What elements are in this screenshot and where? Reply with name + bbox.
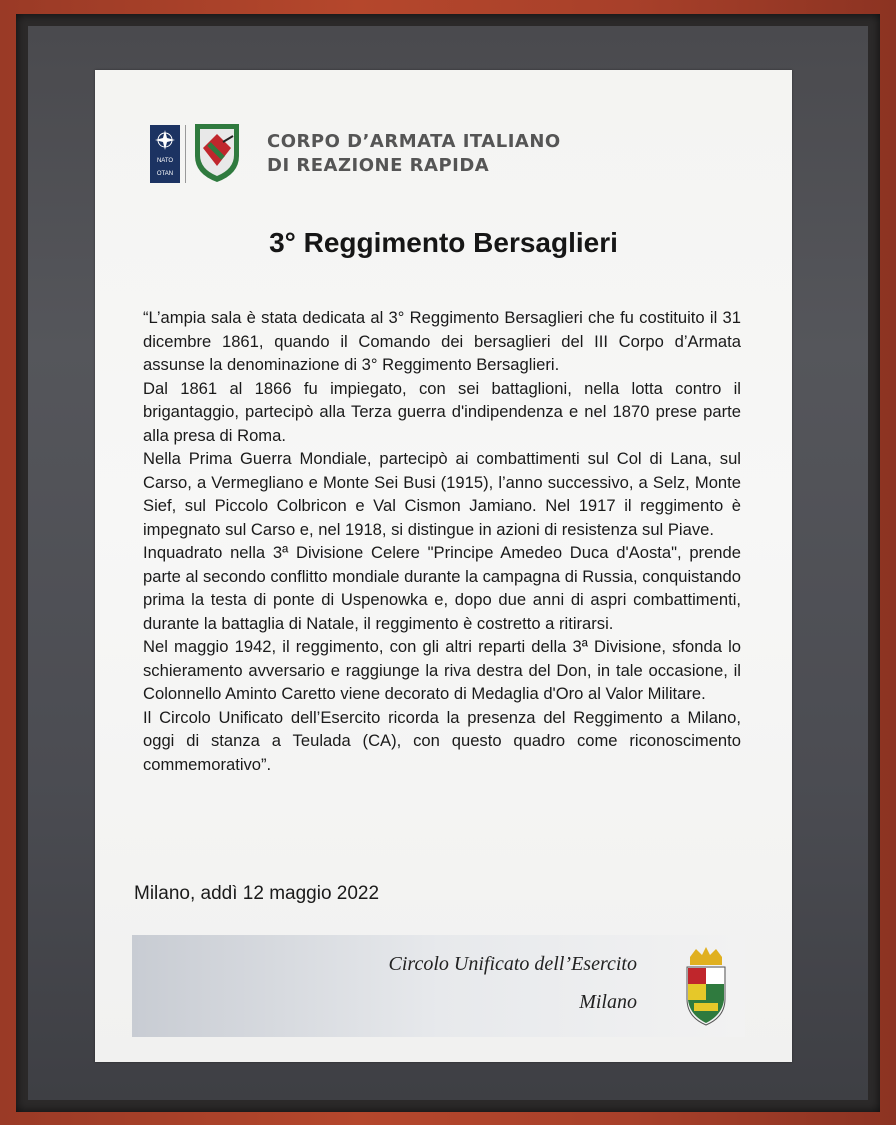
nato-star-icon	[154, 129, 176, 151]
corps-heading-line2: DI REAZIONE RAPIDA	[267, 155, 490, 176]
nato-otan-logo	[150, 125, 180, 183]
circolo-signature: Circolo Unificato dell’Esercito	[388, 953, 637, 975]
corps-heading-line1: CORPO D’ARMATA ITALIANO	[267, 131, 561, 152]
otan-label: OTAN	[156, 171, 174, 177]
commemorative-sheet	[95, 70, 792, 1062]
dedication-text	[143, 306, 741, 776]
paragraph: “L’ampia sala è stata dedicata al 3° Reggimento Bersaglieri che fu costituito il 31 dicembre 1861, quando il Comando dei bersaglieri del III Corpo d’Armata assunse la denominazione di 3° Reggimento Bersaglieri.	[143, 308, 741, 374]
paragraph: Dal 1861 al 1866 fu impiegato, con sei battaglioni, nella lotta contro il brigantaggio, partecipò alla Terza guerra d'indipendenza e nel 1870 prese parte alla presa di Roma.	[143, 378, 741, 445]
coat-of-arms-icon	[682, 947, 730, 1027]
corps-heading	[267, 130, 561, 178]
corps-shield-icon	[193, 122, 241, 184]
nato-label: NATO	[156, 158, 174, 164]
logo-divider	[185, 125, 186, 183]
page-title: 3° Reggimento Bersaglieri	[269, 227, 618, 258]
paragraph: Nel maggio 1942, il reggimento, con gli altri reparti della 3ª Divisione, sfonda lo schieramento avversario e raggiunge la riva destra del Don, in tale occasione, il Colonnello Aminto Caretto viene decorato di Medaglia d'Oro al Valor Militare.	[143, 637, 741, 703]
footer-banner	[132, 935, 745, 1037]
city-signature: Milano	[579, 991, 637, 1013]
paragraph: Inquadrato nella 3ª Divisione Celere "Principe Amedeo Duca d'Aosta", prende parte al secondo conflitto mondiale durante la campagna di Russia, conquistando prima la testa di ponte di Uspenowka e, dopo due anni di aspri combattimenti, durante la battaglia di Natale, il reggimento è costretto a ritirarsi.	[143, 543, 741, 633]
date-line: Milano, addì 12 maggio 2022	[134, 883, 380, 904]
paragraph: Nella Prima Guerra Mondiale, partecipò ai combattimenti sul Col di Lana, sul Carso, a Vermegliano e Monte Sei Busi (1915), l’anno successivo, a Selz, Monte Sief, sul Piccolo Colbricon e Val Cismon Jamiano. Nel 1917 il reggimento è impegnato sul Carso e, nel 1918, si distingue in azioni di resistenza sul Piave.	[143, 449, 741, 539]
paragraph: Il Circolo Unificato dell’Esercito ricorda la presenza del Reggimento a Milano, oggi di stanza a Teulada (CA), con questo quadro come riconoscimento commemorativo”.	[143, 707, 741, 774]
